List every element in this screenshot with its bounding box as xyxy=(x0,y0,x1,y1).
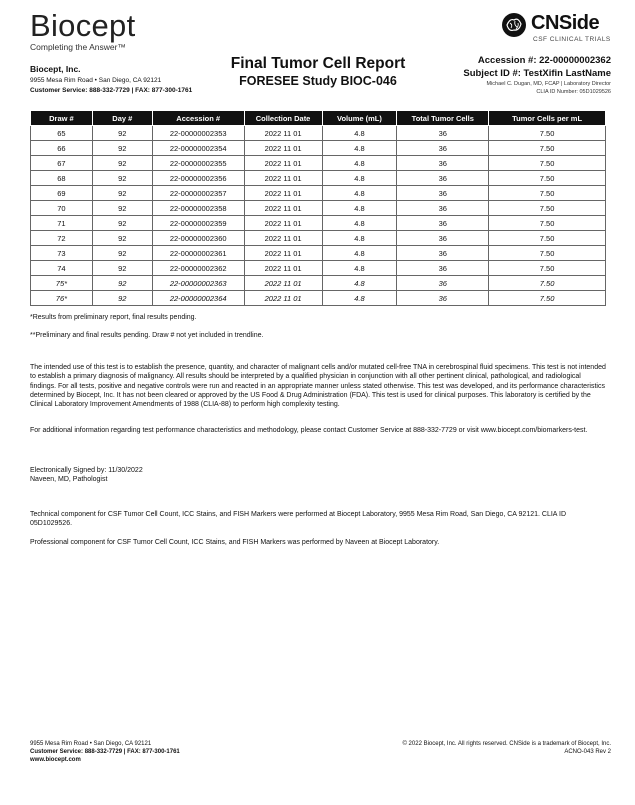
accession-cell: 22-00000002361 xyxy=(152,246,244,261)
draw-cell: 76* xyxy=(31,291,93,306)
volume-cell: 4.8 xyxy=(322,246,397,261)
day-cell: 92 xyxy=(92,156,152,171)
total-tumor-cells-cell: 36 xyxy=(397,186,489,201)
volume-cell: 4.8 xyxy=(322,201,397,216)
day-cell: 92 xyxy=(92,261,152,276)
company-info xyxy=(30,64,192,96)
volume-cell: 4.8 xyxy=(322,171,397,186)
table-header-row xyxy=(31,111,606,126)
draw-cell: 68 xyxy=(31,171,93,186)
total-tumor-cells-cell: 36 xyxy=(397,246,489,261)
total-tumor-cells-cell: 36 xyxy=(397,231,489,246)
day-cell: 92 xyxy=(92,276,152,291)
footnote-preliminary: *Results from preliminary report, final results pending. xyxy=(30,314,197,321)
draw-cell: 65 xyxy=(31,126,93,141)
brain-icon xyxy=(501,12,527,38)
footer-doc-id: ACNO-043 Rev 2 xyxy=(564,749,611,755)
accession-cell: 22-00000002363 xyxy=(152,276,244,291)
accession-cell: 22-00000002353 xyxy=(152,126,244,141)
draws-table xyxy=(30,110,606,306)
draw-cell: 71 xyxy=(31,216,93,231)
accession-cell: 22-00000002360 xyxy=(152,231,244,246)
cnside-logo xyxy=(501,10,611,46)
footnote-pending: **Preliminary and final results pending. Draw # not yet included in trendline. xyxy=(30,332,264,339)
report-title-block xyxy=(218,55,418,89)
total-tumor-cells-cell: 36 xyxy=(397,276,489,291)
accession-cell: 22-00000002355 xyxy=(152,156,244,171)
total-tumor-cells-cell: 36 xyxy=(397,141,489,156)
collection-date-cell: 2022 11 01 xyxy=(244,126,322,141)
draw-cell: 73 xyxy=(31,246,93,261)
draw-cell: 67 xyxy=(31,156,93,171)
table-row xyxy=(31,231,606,246)
volume-cell: 4.8 xyxy=(322,276,397,291)
intended-use-paragraph: The intended use of this test is to establish the presence, quantity, and character of malignant cells and/or mutated cell-free TNA in cerebrospinal fluid specimens. This test is not intended to establish a primary diagnosis of malignancy. All results should be interpreted by a qualified physician in conjunction with all other pertinent clinical, pathological, and radiological findings. For all tests, positive and negative controls were run and reacted in an appropriate manner unless stated otherwise. This test was developed, and its performance characteristics determined by Biocept, Inc. It has not been cleared or approved by the US Food & Drug Administration (FDA). This test is used for clinical purposes. This laboratory is certified by the Clinical Laboratory Improvement Amendments of 1988 (CLIA-88) to perform high complexity testing. xyxy=(30,364,606,409)
pathologist-name: Naveen, MD, Pathologist xyxy=(30,476,108,484)
collection-date-cell: 2022 11 01 xyxy=(244,276,322,291)
collection-date-cell: 2022 11 01 xyxy=(244,231,322,246)
volume-cell: 4.8 xyxy=(322,261,397,276)
day-cell: 92 xyxy=(92,186,152,201)
draw-cell: 70 xyxy=(31,201,93,216)
day-cell: 92 xyxy=(92,291,152,306)
tumor-cells-per-ml-cell: 7.50 xyxy=(489,261,606,276)
tumor-cells-per-ml-cell: 7.50 xyxy=(489,201,606,216)
total-tumor-cells-cell: 36 xyxy=(397,171,489,186)
draw-cell: 72 xyxy=(31,231,93,246)
table-row xyxy=(31,216,606,231)
table-row xyxy=(31,171,606,186)
footer-contact xyxy=(30,740,180,764)
tumor-cells-per-ml-cell: 7.50 xyxy=(489,126,606,141)
tumor-cells-per-ml-cell: 7.50 xyxy=(489,246,606,261)
collection-date-cell: 2022 11 01 xyxy=(244,261,322,276)
accession-cell: 22-00000002354 xyxy=(152,141,244,156)
footer-legal xyxy=(402,740,611,756)
clia-id: CLIA ID Number: 05D1029526 xyxy=(536,89,611,95)
table-row xyxy=(31,186,606,201)
accession-cell: 22-00000002362 xyxy=(152,261,244,276)
collection-date-cell: 2022 11 01 xyxy=(244,186,322,201)
day-cell: 92 xyxy=(92,231,152,246)
accession-cell: 22-00000002358 xyxy=(152,201,244,216)
footer-website: www.biocept.com xyxy=(30,757,81,763)
draw-cell: 74 xyxy=(31,261,93,276)
collection-date-cell: 2022 11 01 xyxy=(244,291,322,306)
table-row xyxy=(31,156,606,171)
column-header-tumor-cells-per-ml: Tumor Cells per mL xyxy=(489,111,606,126)
company-name: Biocept, Inc. xyxy=(30,64,81,74)
column-header-day: Day # xyxy=(92,111,152,126)
report-subtitle: FORESEE Study BIOC-046 xyxy=(239,74,397,88)
footer-copyright: © 2022 Biocept, Inc. All rights reserved. CNSide is a trademark of Biocept, Inc. xyxy=(402,741,611,747)
tumor-cells-per-ml-cell: 7.50 xyxy=(489,216,606,231)
volume-cell: 4.8 xyxy=(322,156,397,171)
day-cell: 92 xyxy=(92,141,152,156)
day-cell: 92 xyxy=(92,246,152,261)
signed-date: Electronically Signed by: 11/30/2022 xyxy=(30,467,143,474)
table-row xyxy=(31,141,606,156)
accession-number: Accession #: 22-00000002362 xyxy=(477,55,611,66)
table-row xyxy=(31,291,606,306)
column-header-draw: Draw # xyxy=(31,111,93,126)
tumor-cells-per-ml-cell: 7.50 xyxy=(489,186,606,201)
volume-cell: 4.8 xyxy=(322,141,397,156)
volume-cell: 4.8 xyxy=(322,291,397,306)
collection-date-cell: 2022 11 01 xyxy=(244,141,322,156)
biocept-logo xyxy=(30,10,136,52)
table-row xyxy=(31,261,606,276)
cnside-logo-sub: CSF CLINICAL TRIALS xyxy=(533,36,611,43)
draw-cell: 66 xyxy=(31,141,93,156)
signature-block xyxy=(30,466,606,485)
draw-cell: 75* xyxy=(31,276,93,291)
column-header-volume: Volume (mL) xyxy=(322,111,397,126)
total-tumor-cells-cell: 36 xyxy=(397,261,489,276)
accession-cell: 22-00000002364 xyxy=(152,291,244,306)
table-row xyxy=(31,201,606,216)
volume-cell: 4.8 xyxy=(322,186,397,201)
tumor-cells-per-ml-cell: 7.50 xyxy=(489,156,606,171)
tumor-cells-per-ml-cell: 7.50 xyxy=(489,231,606,246)
professional-component-paragraph: Professional component for CSF Tumor Cell Count, ICC Stains, and FISH Markers was performed by Naveen at Biocept Laboratory. xyxy=(30,539,440,546)
additional-info-paragraph: For additional information regarding test performance characteristics and methodology, please contact Customer Service at 888-332-7729 or visit www.biocept.com/biomarkers-test. xyxy=(30,427,588,434)
report-title: Final Tumor Cell Report xyxy=(230,55,406,72)
collection-date-cell: 2022 11 01 xyxy=(244,171,322,186)
company-contact: Customer Service: 888-332-7729 | FAX: 877-300-1761 xyxy=(30,87,193,94)
biocept-logo-word: Biocept xyxy=(30,8,136,43)
collection-date-cell: 2022 11 01 xyxy=(244,246,322,261)
table-row xyxy=(31,246,606,261)
accession-cell: 22-00000002359 xyxy=(152,216,244,231)
cnside-logo-word: CNSide xyxy=(531,12,600,34)
column-header-total-tumor-cells: Total Tumor Cells xyxy=(397,111,489,126)
footer-address: 9955 Mesa Rim Road • San Diego, CA 92121 xyxy=(30,741,152,747)
day-cell: 92 xyxy=(92,126,152,141)
total-tumor-cells-cell: 36 xyxy=(397,216,489,231)
draw-cell: 69 xyxy=(31,186,93,201)
table-row xyxy=(31,276,606,291)
footer-phone: Customer Service: 888-332-7729 | FAX: 877-300-1761 xyxy=(30,749,180,755)
volume-cell: 4.8 xyxy=(322,216,397,231)
total-tumor-cells-cell: 36 xyxy=(397,201,489,216)
tumor-cells-per-ml-cell: 7.50 xyxy=(489,141,606,156)
total-tumor-cells-cell: 36 xyxy=(397,156,489,171)
column-header-collection-date: Collection Date xyxy=(244,111,322,126)
company-address: 9955 Mesa Rim Road • San Diego, CA 92121 xyxy=(30,77,162,84)
biocept-tagline: Completing the Answer™ xyxy=(30,42,126,52)
day-cell: 92 xyxy=(92,201,152,216)
total-tumor-cells-cell: 36 xyxy=(397,126,489,141)
accession-block xyxy=(463,55,611,96)
tumor-cells-per-ml-cell: 7.50 xyxy=(489,291,606,306)
collection-date-cell: 2022 11 01 xyxy=(244,156,322,171)
tumor-cells-per-ml-cell: 7.50 xyxy=(489,171,606,186)
day-cell: 92 xyxy=(92,171,152,186)
collection-date-cell: 2022 11 01 xyxy=(244,201,322,216)
accession-cell: 22-00000002356 xyxy=(152,171,244,186)
collection-date-cell: 2022 11 01 xyxy=(244,216,322,231)
day-cell: 92 xyxy=(92,216,152,231)
lab-director: Michael C. Dugan, MD, FCAP | Laboratory Director xyxy=(486,81,611,87)
technical-component-paragraph: Technical component for CSF Tumor Cell Count, ICC Stains, and FISH Markers were performed at Biocept Laboratory, 9955 Mesa Rim Road, San Diego, CA 92121. CLIA ID 05D1029526. xyxy=(30,511,567,528)
subject-id: Subject ID #: TestXifin LastName xyxy=(463,68,611,79)
total-tumor-cells-cell: 36 xyxy=(397,291,489,306)
volume-cell: 4.8 xyxy=(322,231,397,246)
accession-cell: 22-00000002357 xyxy=(152,186,244,201)
column-header-accession: Accession # xyxy=(152,111,244,126)
tumor-cells-per-ml-cell: 7.50 xyxy=(489,276,606,291)
table-body xyxy=(31,126,606,306)
volume-cell: 4.8 xyxy=(322,126,397,141)
table-row xyxy=(31,126,606,141)
